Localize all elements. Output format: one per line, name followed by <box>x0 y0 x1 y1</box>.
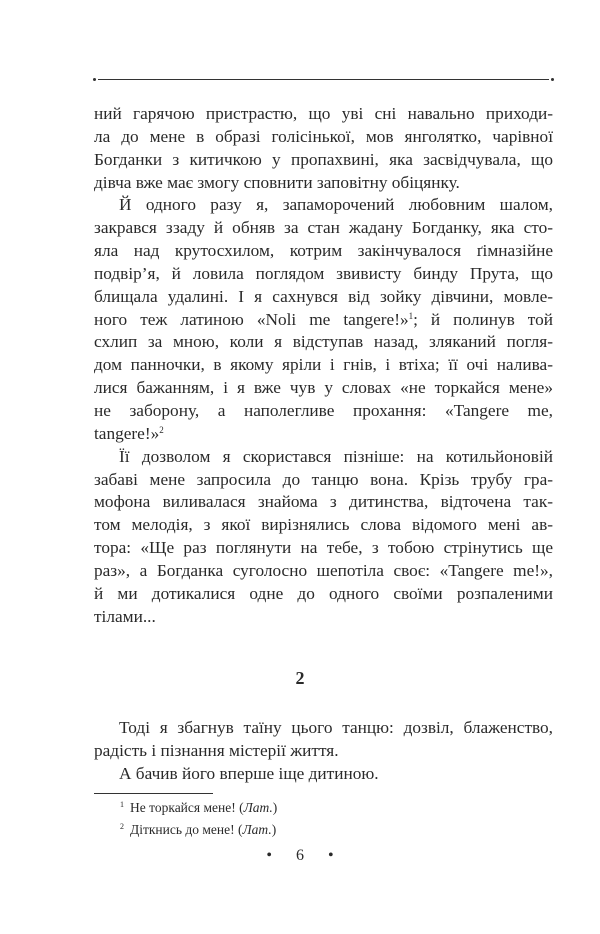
line-text: яла над крутосхилом, котрим закінчувалося ґімназійне <box>94 241 553 261</box>
text-line <box>94 400 553 423</box>
footnote-text: Не торкайся мене! ( <box>130 800 244 815</box>
line-text: не заборону, а наполегливе прохання: «Tangere me, <box>94 400 553 420</box>
text-line <box>94 560 553 583</box>
text-line <box>94 194 553 217</box>
line-text: забаві мене запросила до танцю вона. Крізь трубу гра- <box>94 469 553 489</box>
line-text: мофона виливалася знайома з дитинства, відточена так- <box>94 492 553 512</box>
footnote-abbr: Лат. <box>242 822 272 837</box>
line-text: том мелодія, з якої вирізнялись слова відомого мені ав- <box>94 515 553 535</box>
text-line <box>94 126 553 149</box>
text-line <box>94 514 553 537</box>
footnote-rule <box>94 793 213 794</box>
footnote-ref: 2 <box>159 424 164 435</box>
line-text: подвір’я, й ловила поглядом звивисту бинду Прута, що <box>94 263 553 283</box>
text-line <box>94 240 553 263</box>
line-text: ла до мене в образі голісінької, мов янголятко, чарівної <box>94 126 553 146</box>
text-line <box>94 763 553 786</box>
text-line <box>94 469 553 492</box>
line-text: ний гарячою пристрастю, що уві сні навально приходи- <box>94 104 553 123</box>
line-text: й ми дотикалися одне до одного своїми розпаленими <box>94 583 553 603</box>
text-line <box>94 172 553 195</box>
text-line <box>94 149 553 172</box>
text-line <box>94 309 553 332</box>
line-text: Й одного разу я, запаморочений любовним шалом, <box>119 195 553 215</box>
text-line <box>94 491 553 514</box>
line-text: tangere!» <box>94 423 160 443</box>
line-text: тора: «Ще раз поглянути на тебе, з тобою стрінутись ще <box>94 538 553 558</box>
text-line <box>94 423 553 446</box>
footnote-ref: 1 <box>408 310 414 321</box>
footnote-number: 1 <box>120 800 124 809</box>
text-line <box>94 446 553 469</box>
text-line <box>94 740 553 763</box>
line-text: лися бажанням, і я вже чув у словах «не торкайся мене» <box>94 378 553 398</box>
line-text: Богданки з китичкою у пропахвині, яка засвідчувала, що <box>94 149 553 169</box>
body-text <box>94 103 553 628</box>
footnote-2 <box>120 819 276 841</box>
text-line <box>94 263 553 286</box>
line-text: радість і пізнання містерії життя. <box>94 740 339 760</box>
line-text: А бачив його вперше іще дитиною. <box>119 763 379 783</box>
text-line <box>94 286 553 309</box>
text-line <box>94 377 553 400</box>
header-rule <box>98 79 549 80</box>
text-line <box>94 217 553 240</box>
footnote-abbr: Лат. <box>243 800 273 815</box>
header-rule-right-dot <box>551 78 554 81</box>
line-text: ; й полинув той <box>413 309 553 329</box>
footnote-text: Діткнись до мене! ( <box>130 822 243 837</box>
line-text: схлип за мною, коли я відступав назад, зляканий погля- <box>94 332 553 352</box>
line-text: Тоді я збагнув таїну цього танцю: дозвіл, блаженство, <box>119 718 553 737</box>
line-text: тілами... <box>94 606 156 626</box>
line-text: ного теж латиною «Noli me tangere!» <box>94 309 409 329</box>
line-text: дом панночки, в якому яріли і гнів, і втіха; її очі налива- <box>94 355 553 375</box>
text-line <box>94 354 553 377</box>
text-line <box>94 537 553 560</box>
section-text <box>94 717 553 786</box>
line-text: дівча вже має змогу сповнити заповітну обіцянку. <box>94 172 460 192</box>
page-number <box>0 847 600 865</box>
text-line <box>94 606 553 629</box>
header-rule-left-dot <box>93 78 96 81</box>
text-line <box>94 717 553 740</box>
footnote-number: 2 <box>120 822 124 831</box>
footnote-close: ) <box>272 800 278 815</box>
line-text: раз», а Богданка суголосно шепотіла своє: «Tangere me!», <box>94 560 553 580</box>
page-bullet-left: • <box>266 847 272 864</box>
text-line <box>94 103 553 126</box>
page-bullet-right: • <box>328 847 334 864</box>
line-text: блищала удалині. І я сахнувся від зойку дівчини, мовле- <box>94 286 553 306</box>
line-text: Її дозволом я скористався пізніше: на котильйоновій <box>119 446 553 466</box>
line-text: закрався ззаду й обняв за стан жадану Богданку, яка сто- <box>94 218 553 238</box>
section-heading: 2 <box>295 668 305 688</box>
footnote-close: ) <box>271 822 277 837</box>
footnote-1 <box>120 797 277 819</box>
page-number-value: 6 <box>296 847 304 864</box>
text-line <box>94 583 553 606</box>
text-line <box>94 331 553 354</box>
